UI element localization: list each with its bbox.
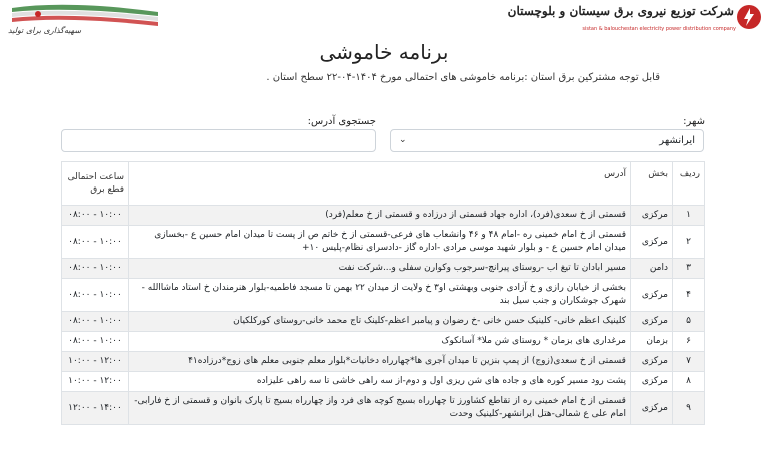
city-select[interactable] [390, 129, 704, 152]
header-idx: ردیف [673, 162, 705, 206]
cell-address: قسمتی از خ امام خمینی ره از تقاطع کشاورز تا چهارراه بسیج کوچه های فرد واز چهارراه بسیج تا پارک بانوان و قسمتی از خ فارابی-امام علی ع شمالی-هتل ایرانشهر-کلینیک وحدت [129, 392, 631, 425]
cell-time: ۰۸:۰۰ - ۱۰:۰۰ [62, 279, 129, 312]
table-row [62, 352, 705, 372]
cell-idx: ۸ [673, 372, 705, 392]
cell-idx: ۱ [673, 206, 705, 226]
table-row [62, 206, 705, 226]
cell-idx: ۷ [673, 352, 705, 372]
table-row [62, 312, 705, 332]
city-label: شهر: [683, 116, 705, 127]
table-row [62, 332, 705, 352]
header-time: ساعت احتمالی قطع برق [62, 162, 129, 206]
table-row [62, 279, 705, 312]
cell-time: ۰۸:۰۰ - ۱۰:۰۰ [62, 259, 129, 279]
chevron-down-icon: ⌄ [399, 135, 407, 145]
company-logo [507, 2, 762, 38]
cell-section: مرکزی [631, 206, 673, 226]
cell-address: مسیر ابادان تا تیغ اب -روستای پیرانچ-سرجوب وکوارن سفلی و...شرکت نفت [129, 259, 631, 279]
cell-idx: ۴ [673, 279, 705, 312]
iran-flag-logo [8, 2, 168, 42]
notice-text: قابل توجه مشترکین برق استان :برنامه خاموشی های احتمالی مورخ ۱۴۰۴-۰۴-۲۲ سطح استان . [266, 72, 660, 83]
table-row [62, 226, 705, 259]
cell-address: قسمتی از خ امام خمینی ره -امام ۴۸ و ۴۶ وانشعاب های فرعی-قسمتی از خ خاتم ص از پست تا میدان امام حسین ع -بخسازی میدان امام حسین ع - و بلوار شهید موسی مرادی -اداره گاز -دادسرای نظام-پلیس ۱۰+ [129, 226, 631, 259]
cell-time: ۰۸:۰۰ - ۱۰:۰۰ [62, 226, 129, 259]
table-row [62, 259, 705, 279]
company-name-fa: شرکت توزیع نیروی برق سیستان و بلوچستان [507, 4, 734, 18]
cell-address: مرغداری های بزمان * روستای شن ملا* آسانکوک [129, 332, 631, 352]
cell-idx: ۲ [673, 226, 705, 259]
table-row [62, 372, 705, 392]
cell-time: ۰۸:۰۰ - ۱۰:۰۰ [62, 206, 129, 226]
cell-time: ۱۰:۰۰ - ۱۲:۰۰ [62, 352, 129, 372]
power-company-icon [736, 4, 762, 30]
cell-section: مرکزی [631, 372, 673, 392]
cell-time: ۱۰:۰۰ - ۱۲:۰۰ [62, 372, 129, 392]
cell-address: کلینیک اعظم خانی- کلینیک حسن خانی -خ رضوان و پیامبر اعظم-کلینک تاج محمد خانی-روستای کورکلکیان [129, 312, 631, 332]
cell-section: مرکزی [631, 279, 673, 312]
outage-table [61, 161, 705, 425]
cell-section: مرکزی [631, 312, 673, 332]
table-header-row [62, 162, 705, 206]
page-title: برنامه خاموشی [319, 40, 449, 64]
header-address: آدرس [129, 162, 631, 206]
cell-time: ۰۸:۰۰ - ۱۰:۰۰ [62, 332, 129, 352]
cell-address: بخشی از خیابان رازی و خ آزادی جنوبی وبهشتی او۳ خ ولایت از میدان ۲۲ بهمن تا مسجد فاطمیه-بلوار هنرمندان خ استاد ماشاالله - شهرک جوشکاران و جنب سیل بند [129, 279, 631, 312]
cell-address: قسمتی از خ سعدی(فرد)، اداره جهاد قسمتی از درزاده و قسمتی از خ معلم(فرد) [129, 206, 631, 226]
cell-idx: ۳ [673, 259, 705, 279]
cell-section: بزمان [631, 332, 673, 352]
company-name-en: sistan & balouchestan electricity power distribution company [582, 26, 736, 32]
cell-time: ۱۲:۰۰ - ۱۴:۰۰ [62, 392, 129, 425]
cell-idx: ۹ [673, 392, 705, 425]
header-section: بخش [631, 162, 673, 206]
cell-address: پشت رود مسیر کوره های و جاده های شن ریزی اول و دوم-از سه راهی خاشی تا سه راهی علیزاده [129, 372, 631, 392]
cell-section: مرکزی [631, 226, 673, 259]
cell-address: قسمتی از خ سعدی(زوج) از پمپ بنزین تا میدان آجری ها*چهارراه دخانیات*بلوار معلم جنوبی معلم های زوج*درزاده۴۱ [129, 352, 631, 372]
slogan: سهیه‌گذاری برای تولید [8, 26, 82, 35]
cell-idx: ۶ [673, 332, 705, 352]
search-input[interactable] [61, 129, 376, 152]
table-row [62, 392, 705, 425]
cell-section: دامن [631, 259, 673, 279]
cell-section: مرکزی [631, 352, 673, 372]
city-select-value: ایرانشهر [659, 135, 695, 146]
cell-idx: ۵ [673, 312, 705, 332]
search-label: جستجوی آدرس: [307, 116, 376, 127]
cell-section: مرکزی [631, 392, 673, 425]
header [0, 0, 768, 40]
table-body [62, 206, 705, 425]
cell-time: ۰۸:۰۰ - ۱۰:۰۰ [62, 312, 129, 332]
